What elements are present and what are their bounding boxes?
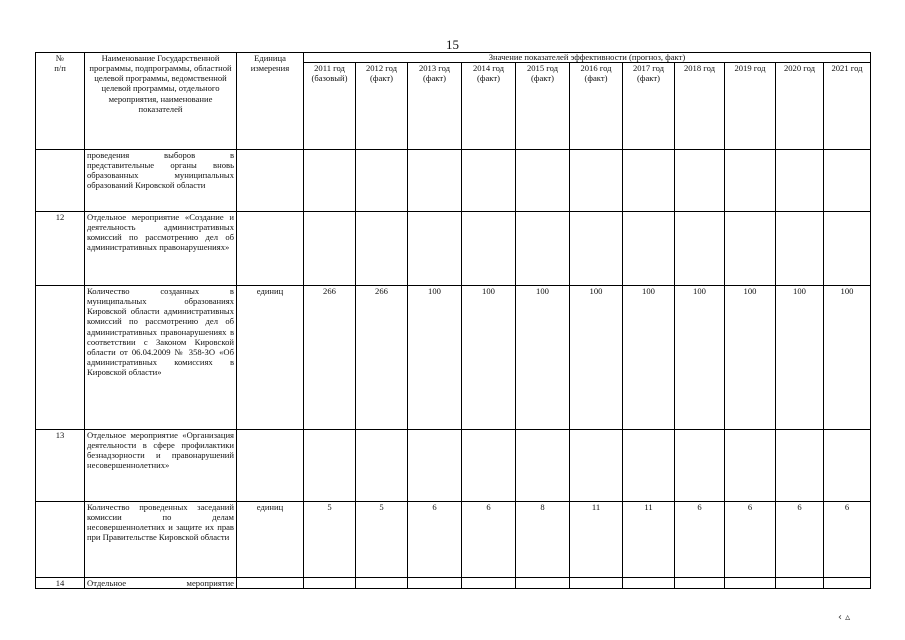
value-cell	[408, 212, 462, 286]
value-cell: 11	[570, 502, 623, 578]
value-cell: 6	[408, 502, 462, 578]
row-name: Отдельное мероприятие «Создание и деятельность административных комиссий по рассмотрению дел об административных правонарушениях»	[85, 212, 237, 286]
value-cell: 8	[516, 502, 570, 578]
year-header: 2018 год	[675, 63, 725, 150]
row-name: Количество созданных в муниципальных образованиях Кировской области административных комиссий по рассмотрению дел об административных правонарушениях в соответствии с Законом Кировской области от 06.04.2009 № 358-ЗО «Об административных комиссиях в Кировской области»	[85, 286, 237, 430]
table-row	[36, 150, 871, 212]
header-number-cell: № п/п	[36, 53, 85, 150]
table-row	[36, 286, 871, 430]
row-unit	[237, 150, 304, 212]
value-cell	[462, 430, 516, 502]
table-row	[36, 212, 871, 286]
year-header: 2017 год (факт)	[623, 63, 675, 150]
year-header: 2012 год (факт)	[356, 63, 408, 150]
year-header: 2014 год (факт)	[462, 63, 516, 150]
value-cell: 5	[356, 502, 408, 578]
year-header: 2020 год	[776, 63, 824, 150]
table-row	[36, 502, 871, 578]
value-cell	[516, 430, 570, 502]
header-values-title: Значение показателей эффективности (прогноз, факт)	[304, 53, 871, 63]
value-cell	[304, 578, 356, 589]
value-cell	[516, 150, 570, 212]
value-cell	[623, 578, 675, 589]
row-unit	[237, 430, 304, 502]
value-cell: 100	[675, 286, 725, 430]
value-cell	[776, 578, 824, 589]
value-cell	[675, 430, 725, 502]
header-row-top	[36, 53, 871, 63]
value-cell: 100	[824, 286, 871, 430]
value-cell: 100	[408, 286, 462, 430]
value-cell: 266	[356, 286, 408, 430]
row-number	[36, 286, 85, 430]
value-cell: 6	[675, 502, 725, 578]
performance-indicators-table	[35, 52, 871, 589]
value-cell	[356, 578, 408, 589]
value-cell	[408, 578, 462, 589]
value-cell	[304, 150, 356, 212]
row-name: проведения выборов в представительные органы вновь образованных муниципальных образований Кировской области	[85, 150, 237, 212]
value-cell	[824, 150, 871, 212]
value-cell: 11	[623, 502, 675, 578]
year-header: 2015 год (факт)	[516, 63, 570, 150]
value-cell: 100	[725, 286, 776, 430]
value-cell	[824, 578, 871, 589]
year-header: 2011 год (базовый)	[304, 63, 356, 150]
value-cell	[675, 578, 725, 589]
value-cell: 6	[725, 502, 776, 578]
scan-marks: ‹ ▵	[838, 612, 851, 623]
row-number: 12	[36, 212, 85, 286]
value-cell	[356, 150, 408, 212]
value-cell	[304, 430, 356, 502]
value-cell: 100	[623, 286, 675, 430]
value-cell	[356, 212, 408, 286]
row-unit	[237, 212, 304, 286]
year-header: 2013 год (факт)	[408, 63, 462, 150]
value-cell	[776, 212, 824, 286]
row-name: Количество проведенных заседаний комиссии по делам несовершеннолетних и защите их прав при Правительстве Кировской области	[85, 502, 237, 578]
value-cell	[725, 578, 776, 589]
value-cell	[725, 150, 776, 212]
value-cell	[675, 212, 725, 286]
value-cell: 100	[570, 286, 623, 430]
year-header: 2016 год (факт)	[570, 63, 623, 150]
row-number	[36, 150, 85, 212]
value-cell: 6	[824, 502, 871, 578]
value-cell	[570, 430, 623, 502]
value-cell	[675, 150, 725, 212]
value-cell	[570, 578, 623, 589]
value-cell	[570, 212, 623, 286]
value-cell	[725, 430, 776, 502]
value-cell	[725, 212, 776, 286]
value-cell	[623, 212, 675, 286]
value-cell	[623, 150, 675, 212]
value-cell: 100	[516, 286, 570, 430]
value-cell: 6	[776, 502, 824, 578]
value-cell	[462, 212, 516, 286]
year-header: 2021 год	[824, 63, 871, 150]
value-cell	[356, 430, 408, 502]
value-cell: 100	[776, 286, 824, 430]
value-cell: 266	[304, 286, 356, 430]
value-cell	[516, 212, 570, 286]
value-cell	[408, 430, 462, 502]
value-cell	[304, 212, 356, 286]
value-cell	[824, 212, 871, 286]
row-name: Отдельное мероприятие «Организация деятельности в сфере профилактики безнадзорности и правонарушений несовершеннолетних»	[85, 430, 237, 502]
value-cell	[824, 430, 871, 502]
value-cell	[408, 150, 462, 212]
row-number	[36, 502, 85, 578]
row-unit: единиц	[237, 286, 304, 430]
value-cell	[623, 430, 675, 502]
row-unit	[237, 578, 304, 589]
row-unit: единиц	[237, 502, 304, 578]
row-name: Отдельное мероприятие	[85, 578, 237, 589]
page-number: 15	[446, 37, 459, 52]
value-cell	[462, 578, 516, 589]
row-number: 14	[36, 578, 85, 589]
value-cell	[462, 150, 516, 212]
table-row	[36, 430, 871, 502]
value-cell	[570, 150, 623, 212]
table-row	[36, 578, 871, 589]
header-name-cell: Наименование Государственной программы, подпрограммы, областной целевой программы, ведомственной целевой программы, отдельного мероприятия, наименование показателей	[85, 53, 237, 150]
year-header: 2019 год	[725, 63, 776, 150]
row-number: 13	[36, 430, 85, 502]
value-cell	[776, 430, 824, 502]
value-cell: 5	[304, 502, 356, 578]
value-cell: 6	[462, 502, 516, 578]
header-unit-cell: Единица измерения	[237, 53, 304, 150]
value-cell: 100	[462, 286, 516, 430]
value-cell	[776, 150, 824, 212]
value-cell	[516, 578, 570, 589]
